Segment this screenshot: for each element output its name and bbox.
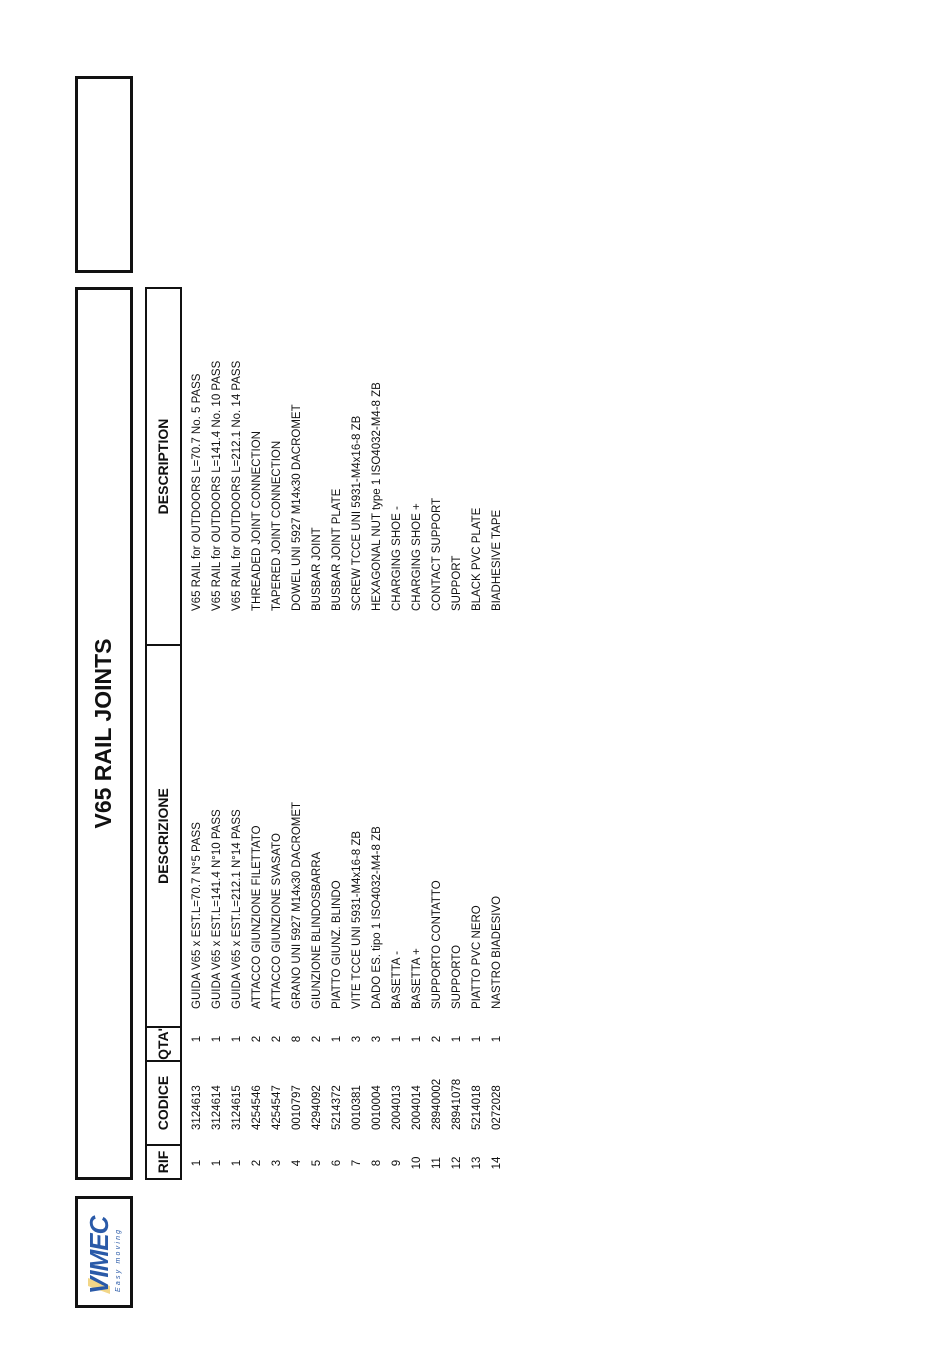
cell-rif: 1 xyxy=(231,1159,243,1167)
cell-rif: 12 xyxy=(451,1156,463,1170)
cell-codice: 3124614 xyxy=(211,1085,223,1130)
header-rif: RIF xyxy=(147,1144,180,1178)
logo-tagline: Easy moving xyxy=(115,1227,122,1292)
cell-codice: 28940002 xyxy=(431,1078,443,1130)
cell-descrizione: PIATTO GIUNZ. BLINDO xyxy=(331,880,343,1009)
cell-descrizione: NASTRO BIADESIVO xyxy=(491,895,503,1009)
cell-description: CHARGING SHOE + xyxy=(411,503,423,611)
cell-qta: 3 xyxy=(371,1035,383,1043)
cell-description: CHARGING SHOE - xyxy=(391,506,403,611)
cell-rif: 1 xyxy=(211,1159,223,1167)
cell-description: V65 RAIL for OUTDOORS L=70.7 No. 5 PASS xyxy=(191,373,203,611)
table-row xyxy=(271,287,291,1180)
cell-description: BUSBAR JOINT PLATE xyxy=(331,488,343,611)
cell-qta: 1 xyxy=(491,1035,503,1043)
cell-qta: 1 xyxy=(331,1035,343,1043)
header-qta: QTA' xyxy=(147,1026,180,1060)
cell-qta: 8 xyxy=(291,1035,303,1043)
logo-mark: VIMEC xyxy=(84,1216,114,1294)
cell-qta: 1 xyxy=(391,1035,403,1043)
cell-rif: 14 xyxy=(491,1156,503,1170)
cell-descrizione: BASETTA - xyxy=(391,951,403,1009)
cell-rif: 2 xyxy=(251,1159,263,1167)
cell-rif: 6 xyxy=(331,1159,343,1167)
table-row xyxy=(451,287,471,1180)
cell-codice: 2004013 xyxy=(391,1085,403,1130)
cell-description: BUSBAR JOINT xyxy=(311,527,323,611)
header-description: DESCRIPTION xyxy=(155,418,171,515)
cell-codice: 4254547 xyxy=(271,1085,283,1130)
cell-descrizione: DADO ES. tipo 1 ISO4032-M4-8 ZB xyxy=(371,826,383,1009)
table-row xyxy=(371,287,391,1180)
cell-qta: 1 xyxy=(231,1035,243,1043)
cell-codice: 3124613 xyxy=(191,1085,203,1130)
cell-qta: 2 xyxy=(271,1035,283,1043)
cell-descrizione: GIUNZIONE BLINDOSBARRA xyxy=(311,851,323,1009)
table-row xyxy=(231,287,251,1180)
cell-description: THREADED JOINT CONNECTION xyxy=(251,431,263,611)
table-row xyxy=(211,287,231,1180)
page-title: V65 RAIL JOINTS xyxy=(90,638,116,829)
cell-rif: 9 xyxy=(391,1159,403,1167)
table-row xyxy=(431,287,451,1180)
cell-rif: 11 xyxy=(431,1157,443,1169)
cell-qta: 2 xyxy=(431,1035,443,1043)
cell-qta: 1 xyxy=(451,1035,463,1043)
cell-codice: 0272028 xyxy=(491,1085,503,1130)
table-header xyxy=(145,287,182,1180)
cell-codice: 0010381 xyxy=(351,1085,363,1130)
cell-descrizione: GUIDA V65 x EST.L=212.1 N°14 PASS xyxy=(231,809,243,1009)
cell-codice: 0010004 xyxy=(371,1085,383,1130)
table-row xyxy=(191,287,211,1180)
cell-description: V65 RAIL for OUTDOORS L=212.1 No. 14 PASS xyxy=(231,360,243,611)
cell-descrizione: ATTACCO GIUNZIONE FILETTATO xyxy=(251,825,263,1009)
table-row xyxy=(311,287,331,1180)
cell-description: V65 RAIL for OUTDOORS L=141.4 No. 10 PASS xyxy=(211,360,223,611)
cell-description: DOWEL UNI 5927 M14x30 DACROMET xyxy=(291,404,303,611)
cell-codice: 5214018 xyxy=(471,1085,483,1130)
cell-rif: 7 xyxy=(351,1159,363,1167)
title-box xyxy=(75,287,133,1180)
table-row xyxy=(291,287,311,1180)
cell-descrizione: PIATTO PVC NERO xyxy=(471,905,483,1009)
cell-descrizione: SUPPORTO xyxy=(451,944,463,1009)
cell-rif: 4 xyxy=(291,1159,303,1167)
table-row xyxy=(491,287,511,1180)
cell-rif: 5 xyxy=(311,1159,323,1167)
table-row xyxy=(411,287,431,1180)
cell-descrizione: GUIDA V65 x EST.L=141.4 N°10 PASS xyxy=(211,809,223,1009)
cell-codice: 5214372 xyxy=(331,1085,343,1130)
cell-description: SCREW TCCE UNI 5931-M4x16-8 ZB xyxy=(351,415,363,611)
cell-descrizione: BASETTA + xyxy=(411,948,423,1009)
cell-descrizione: VITE TCCE UNI 5931-M4x16-8 ZB xyxy=(351,830,363,1009)
table-row xyxy=(351,287,371,1180)
cell-codice: 28941078 xyxy=(451,1078,463,1130)
cell-rif: 13 xyxy=(471,1156,483,1170)
cell-codice: 0010797 xyxy=(291,1085,303,1130)
cell-rif: 3 xyxy=(271,1159,283,1167)
header-codice: CODICE xyxy=(147,1060,180,1144)
cell-rif: 10 xyxy=(411,1156,423,1170)
table-row xyxy=(391,287,411,1180)
cell-codice: 2004014 xyxy=(411,1085,423,1130)
table-row xyxy=(251,287,271,1180)
cell-qta: 1 xyxy=(211,1035,223,1043)
cell-description: BIADHESIVE TAPE xyxy=(491,509,503,611)
cell-qta: 3 xyxy=(351,1035,363,1043)
cell-qta: 2 xyxy=(251,1035,263,1043)
cell-description: BLACK PVC PLATE xyxy=(471,507,483,611)
side-box xyxy=(75,76,133,273)
cell-qta: 1 xyxy=(411,1035,423,1043)
cell-description: TAPERED JOINT CONNECTION xyxy=(271,440,283,611)
cell-rif: 8 xyxy=(371,1159,383,1167)
cell-codice: 4294092 xyxy=(311,1085,323,1130)
logo-box xyxy=(75,1196,133,1308)
cell-qta: 1 xyxy=(191,1035,203,1043)
cell-qta: 1 xyxy=(471,1035,483,1043)
table-row xyxy=(331,287,351,1180)
cell-descrizione: GRANO UNI 5927 M14x30 DACROMET xyxy=(291,801,303,1009)
cell-description: CONTACT SUPPORT xyxy=(431,497,443,611)
header-descrizione: DESCRIZIONE xyxy=(147,644,180,1026)
table-row xyxy=(471,287,491,1180)
cell-qta: 2 xyxy=(311,1035,323,1043)
cell-codice: 4254546 xyxy=(251,1085,263,1130)
cell-description: SUPPORT xyxy=(451,555,463,611)
cell-description: HEXAGONAL NUT type 1 ISO4032-M4-8 ZB xyxy=(371,382,383,611)
cell-codice: 3124615 xyxy=(231,1085,243,1130)
vimec-logo xyxy=(82,1210,126,1294)
cell-descrizione: GUIDA V65 x EST.L=70.7 N°5 PASS xyxy=(191,822,203,1009)
cell-descrizione: ATTACCO GIUNZIONE SVASATO xyxy=(271,833,283,1009)
cell-descrizione: SUPPORTO CONTATTO xyxy=(431,880,443,1009)
cell-rif: 1 xyxy=(191,1159,203,1167)
